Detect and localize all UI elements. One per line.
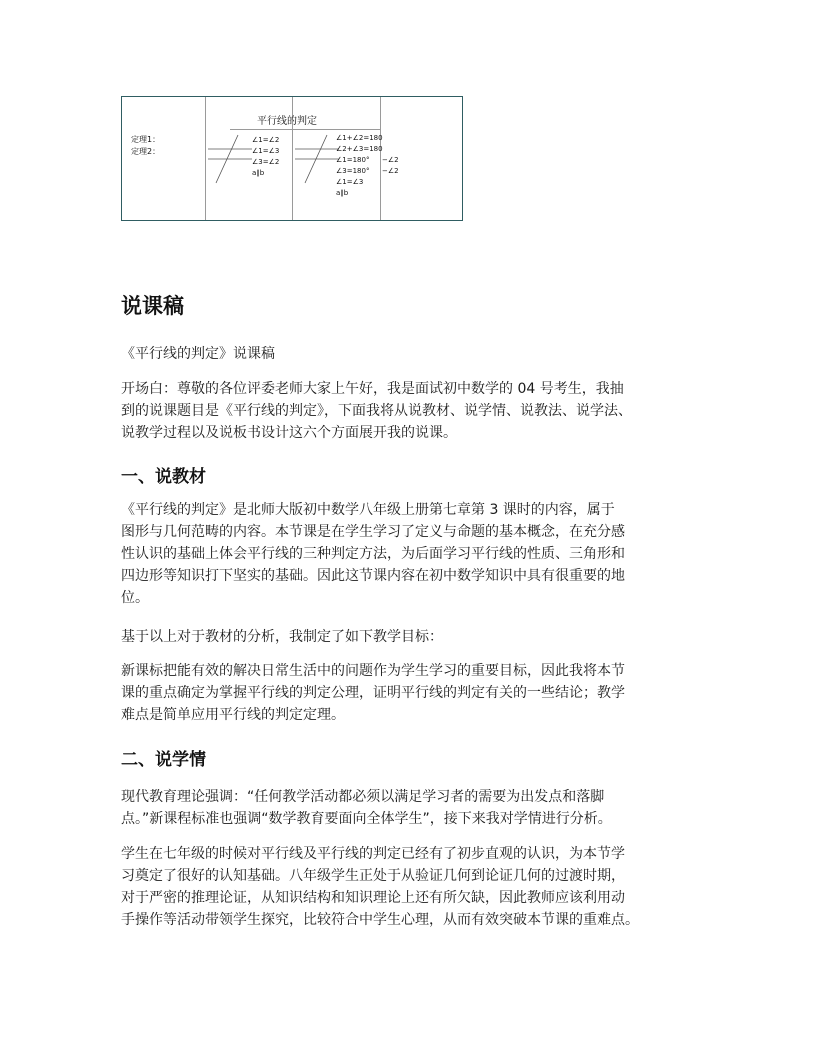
intro-paragraph — [121, 378, 721, 444]
text-line: 《平行线的判定》是北师大版初中数学八年级上册第七章第 3 课时的内容，属于 — [121, 502, 615, 518]
col4-text — [382, 155, 399, 177]
col3-line: ∠3=180° — [336, 167, 370, 175]
col3-line: ∠1+∠2=180 — [336, 134, 383, 142]
col3-line: ∠1=180° — [336, 156, 370, 164]
text-line: 《平行线的判定》说课稿 — [121, 346, 275, 362]
col2-line: ∠1=∠3 — [252, 147, 280, 155]
board-title: 平行线的判定 — [257, 116, 317, 127]
text-line: 开场白：尊敬的各位评委老师大家上午好，我是面试初中数学的 04 号考生，我抽 — [121, 381, 624, 397]
text-line: 图形与几何范畴的内容。本节课是在学生学习了定义与命题的基本概念，在充分感 — [121, 524, 625, 540]
text-line: 说教学过程以及说板书设计这六个方面展开我的说课。 — [121, 425, 457, 441]
col2-line: ∠3=∠2 — [252, 158, 280, 166]
parallel-lines-diagram-2 — [295, 133, 339, 185]
text-line: 位。 — [121, 590, 149, 606]
column-divider — [205, 97, 206, 220]
section-1-paragraph-1 — [121, 499, 721, 609]
section-2-paragraph-1 — [121, 786, 721, 830]
col3-line: ∠2+∠3=180 — [336, 145, 383, 153]
title-underline — [230, 129, 380, 130]
text-line: 四边形等知识打下坚实的基础。因此这节课内容在初中数学知识中具有很重要的地 — [121, 568, 625, 584]
section-1-heading: 一、说教材 — [121, 467, 206, 487]
text-line: 现代教育理论强调：“任何教学活动都必须以满足学习者的需要为出发点和落脚 — [121, 789, 605, 805]
board-figure — [121, 96, 463, 221]
col4-line: −∠2 — [382, 156, 399, 164]
theorem-labels — [131, 134, 160, 158]
section-2-paragraph-2 — [121, 843, 721, 931]
page-heading: 说课稿 — [121, 294, 184, 318]
section-1-paragraph-2 — [121, 626, 721, 648]
col4-line: −∠2 — [382, 167, 399, 175]
col3-line: a∥b — [336, 189, 349, 197]
col2-text — [252, 135, 279, 179]
theorem-2-label: 定理2： — [131, 147, 161, 156]
col2-line: a∥b — [252, 169, 265, 177]
text-line: 性认识的基础上体会平行线的三种判定方法，为后面学习平行线的性质、三角形和 — [121, 546, 625, 562]
section-2-heading: 二、说学情 — [121, 750, 206, 770]
text-line: 到的说课题目是《平行线的判定》，下面我将从说教材、说学情、说教法、说学法、 — [121, 403, 632, 419]
text-line: 课的重点确定为掌握平行线的判定公理，证明平行线的判定有关的一些结论；教学 — [121, 685, 625, 701]
text-line: 对于严密的推理论证，从知识结构和知识理论上还有所欠缺，因此教师应该利用动 — [121, 890, 625, 906]
text-line: 学生在七年级的时候对平行线及平行线的判定已经有了初步直观的认识，为本节学 — [121, 846, 625, 862]
text-line: 手操作等活动带领学生探究，比较符合中学生心理，从而有效突破本节课的重难点。 — [121, 912, 639, 928]
col3-line: ∠1=∠3 — [336, 178, 364, 186]
col2-line: ∠1=∠2 — [252, 136, 280, 144]
theorem-1-label: 定理1： — [131, 135, 161, 144]
subtitle — [121, 343, 721, 365]
text-line: 难点是简单应用平行线的判定定理。 — [121, 707, 345, 723]
text-line: 新课标把能有效的解决日常生活中的问题作为学生学习的重要目标，因此我将本节 — [121, 663, 625, 679]
text-line: 习奠定了很好的认知基础。八年级学生正处于从验证几何到论证几何的过渡时期， — [121, 868, 625, 884]
parallel-lines-diagram-1 — [208, 133, 252, 185]
col3-text — [336, 133, 383, 199]
text-line: 基于以上对于教材的分析，我制定了如下教学目标： — [121, 629, 443, 645]
text-line: 点。”新课程标准也强调“数学教育要面向全体学生”，接下来我对学情进行分析。 — [121, 811, 612, 827]
section-1-paragraph-3 — [121, 660, 721, 726]
